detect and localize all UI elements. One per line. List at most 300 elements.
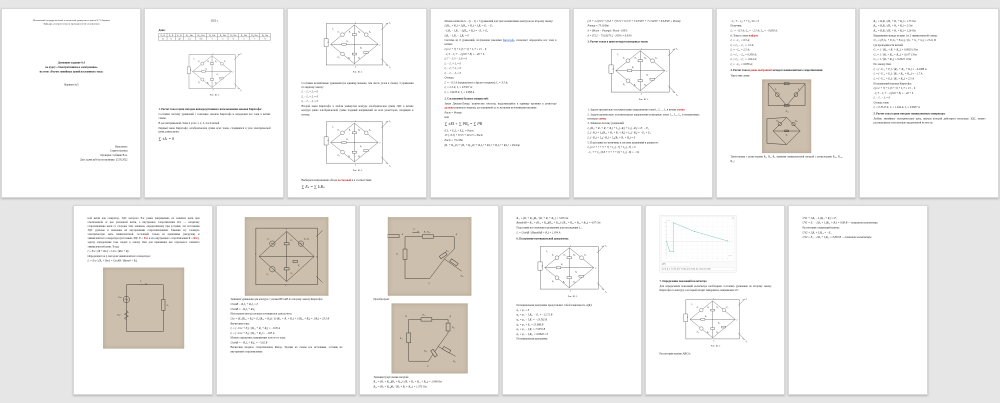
page-content [2,9,140,196]
spacer [87,264,199,266]
equation: UV2 + I₅R₅ + I₂R₀₂ = −E₂ [802,230,831,234]
equation: I₃ − I₄ − I₆ = 0 [301,100,318,104]
document-page-7[interactable] [859,8,999,198]
paragraph: Потенциальная диаграмма представляет собой зависимость φ(R): [516,303,592,307]
handwritten-bridge-photo [244,217,328,296]
spacer [16,26,128,60]
svg-text:R₆: R₆ [358,155,361,158]
svg-text:R₁: R₁ [289,240,293,243]
svg-text:R₆: R₆ [715,331,718,334]
equation: Uвг = (E₂/(R₀₂ + R₂) + E₃/(R₀₃ + R₃)) / (1/(R₀₁ + R₁ + R₄) + 1/(R₀₂ + R₂) + 1/R₃) = 23.5 В [230,317,329,321]
svg-text:I₃: I₃ [745,340,747,343]
text-run: равняться энергии, доставляемой за то же время источниками питания: [453,106,537,110]
svg-text:R₅: R₅ [165,304,168,307]
page-content [431,9,569,196]
paragraph: 5. Подставим все величины в систему уравнений и решим ее: [587,141,659,145]
equation: I₁₁(−R₄) + I₂₂(−R₆) + I₃₃(R₃ + R₄ + R₆) = 0 [587,136,636,140]
equation: I₁ − I₄ + I₅ = 0 [444,62,461,65]
table-value-cell: 0.8 [195,37,207,40]
section-heading: 6. Построение потенциальной диаграммы: [516,237,569,241]
table-value-cell: 7 [249,37,260,40]
document-page-5[interactable] [573,8,713,198]
handwritten-sketch [244,217,328,296]
svg-text:R₄: R₄ [785,134,788,137]
figure-caption: Рис. Б1.5 [352,70,363,74]
annotated-text-run: найдем [748,33,758,37]
chart-settings-icon[interactable]: ⚙ [731,217,734,220]
svg-text:R₅: R₅ [346,40,349,43]
section-heading: 1. Расчет тока в цепи методом непосредственного использования законов Кирхгофа: [158,107,262,111]
svg-text:R₄: R₄ [359,145,363,148]
table-header-cell: R₃, Ом [228,33,239,36]
svg-text:E₁: E₁ [266,238,269,241]
svg-text:3: 3 [354,164,357,167]
table-header-cell: E₁, В [160,33,166,37]
bridge-circuit-figure [679,295,750,343]
equation: UV2 = E₂ − I₅R₅ + I₂R₀₂ = 0.865 В — показания вольтметра [802,235,871,239]
svg-text:1: 1 [569,245,571,248]
svg-text:14: 14 [701,258,703,260]
bridge-circuit-drawing [533,242,610,294]
annotated-text-run: по часовой [337,178,352,182]
equation: I₁ = −0.5 А (направление в другую сторону); I₂ = 3.5 А; [444,81,509,85]
annotated-text-run: Кирхгофа [503,38,515,42]
svg-text:4: 4 [612,68,614,71]
chart-points-label: (0, 0), (1.2, −12.72), (2.6, −13.56), (2.6, 25.09), (11, 13.5), (24, 0.86) [661,268,710,270]
svg-text:4: 4 [189,69,191,72]
svg-text:1: 1 [354,120,357,123]
svg-text:22: 22 [721,258,723,260]
svg-text:I₂: I₂ [240,53,242,56]
equation: I₆ = −I₃₃ = 0.858 А; [730,62,753,66]
svg-text:R₄: R₄ [216,74,219,77]
equation: I₃ = (−U₁₂ + E₃) / (R₃ + R₃₆) = 2.5 А [873,77,914,81]
potential-diagram-chart [659,215,736,272]
table-value-cell: 6 [228,37,239,40]
svg-text:1: 1 [640,48,643,51]
svg-text:R₁₂: R₁₂ [421,314,425,317]
svg-text:E₂: E₂ [725,306,728,309]
equation: δ = (Pист − Pпотр) / Pист · 100% [587,29,628,33]
equation: I₃ = (−Uвг + E₃) / (R₀₃ + R₃) = −1.83 А [230,331,274,335]
svg-text:R₃: R₃ [562,281,565,284]
text-run: ной ветви как генератор, ЭДС которого Eэг равна напряжению на зажимах цепи при отключенной от нее указанной ветви, а внутреннее сопротивление Rэг — входному сопротивлению цепи со стороны этих зажимов, определяемому при условии, что источники ЭДС удалены и заменены их внутренними сопротивлениями. Заменив эту сложную электрическую цепь эквивалентной, состоящей только из приемника (нагрузки) и эквивалентного генератора (источника ЭДС E = [87,216,199,240]
paragraph [731,33,843,37]
svg-text:E₁: E₁ [695,306,698,309]
bridge-circuit-drawing [679,295,750,343]
svg-text:R₁: R₁ [348,31,351,34]
equation: I₁₁ = −0.5 А; I₂₂ = −2.5 А; I₃₃ = −0.858 А. [730,29,778,33]
document-page-9[interactable] [216,205,356,395]
svg-text:2: 2 [232,71,234,74]
svg-text:E₂: E₂ [797,89,800,92]
annotated-text-run: должно [444,106,454,110]
paragraph: Рассмотрим контур АВСА: [659,352,691,356]
given-data-table [159,33,271,40]
equation: I₃R₃ − I₄R₄ − I₆R₆ = 0 [444,33,469,37]
spacer [159,23,271,25]
svg-text:E₃: E₃ [622,83,626,86]
paragraph [588,113,700,121]
equation: I₄ − I₁ − I₅ = 0 [873,96,890,100]
equation: R₃₅ = R₃R₅ / (R₃ + R₅ + R₆) = 1.75 Ом [873,19,916,23]
table-header-cell: R₅, Ом [249,33,260,36]
table-value-cell: 15 [159,37,167,40]
svg-text:10: 10 [690,258,693,260]
bridge-circuit-figure [320,118,395,168]
text-run: Закон Джоуля-Ленца: количество теплоты, выделяющейся в единицу времени в резисторе [444,102,557,106]
text-run: Выбираем направления обхода [301,178,338,182]
page-content [217,206,355,393]
signature-line: Выполнил: [115,145,128,148]
equation: I₄ = I₁₁ − I₃₃ = 0.358 А; [730,53,757,57]
equation: UххАВ − R₂I₂ + R₃I₃ = 0 [230,302,258,306]
svg-text:R₂: R₂ [215,60,217,63]
equation: −I₁₁·5 − I₂₂·7 + I₃₃·20 = 0 [730,19,760,23]
svg-text:E₂: E₂ [223,60,226,63]
equation: G₃ = 1 / (R₃ + R₃₆) = 0.0925 1/Ом [873,57,912,61]
svg-text:4: 4 [327,42,329,45]
document-page-8[interactable] [73,205,213,395]
svg-text:5: 5 [664,238,666,240]
chart-expression-input[interactable] [661,262,691,266]
summation-formula: ∑ ±Iₖ = 0 [158,136,175,141]
paragraph: Для определения показаний вольтметра необходимо составить уравнение по второму закону Кирхгофа по контуру, в который входит измеряемое напряжение Uv: [659,284,771,292]
svg-text:E₂: E₂ [368,129,371,132]
chart-points-input[interactable] [661,267,735,271]
handwritten-sketch [387,217,471,296]
equation: φ₆ = φ₅ − I₂R₀₂ = 0.8628 ≈ 0 [516,332,548,336]
table-value-cell: 5 [217,37,228,40]
handwritten-star-photo [391,303,467,373]
figure-caption: Рис. Б1.5 [638,97,649,101]
paragraph [302,178,414,182]
handwritten-sketch [762,79,811,153]
svg-text:24: 24 [726,258,728,260]
equation: −I₂·5 − I₅·7 − I₆(0.8 + 8) = −40 + 6 [444,52,485,56]
equation: Pист = 73.2 Вт [444,138,463,142]
svg-text:С: С [426,365,429,368]
equation: Pпотр = 73.18 Вт [587,24,609,28]
equation: I₁(1.2 + 7) + I₄(5 + 5) + I₅·7 = 15 − 6 [444,47,487,51]
equation: E₁I₁ + E₂I₂ + E₃I₃ = Pист [444,129,474,133]
spacer [16,87,128,144]
svg-text:R₃₅: R₃₅ [785,110,789,113]
equation: δ = (73.2 − 73.18)/73.2 · 100% = 0.03% [587,33,632,37]
document-page-4[interactable] [430,8,570,198]
svg-text:10: 10 [664,234,666,236]
svg-text:R₃₅: R₃₅ [423,350,427,353]
spacer [16,74,128,82]
svg-text:R₅: R₅ [631,67,635,70]
figure-caption: Рис. Б1.5 [209,93,220,97]
signature-line: Студент группы [109,149,128,153]
document-page-10[interactable] [359,205,499,395]
spacer [588,102,700,107]
paragraph: В рассматриваемой схеме 4 узла: 1, 2, 3, 4 и 6 ветвей [158,121,220,125]
svg-text:R₂₃: R₂₃ [451,326,455,329]
svg-text:R₃: R₃ [206,82,209,85]
figure-caption: Рис. Б1.5 [710,344,720,348]
text-run: Система из 6 уравнений, полученная законами [444,38,504,42]
summation-formula: ∑ ±EI + ∑ I²R₀ = ∑ I²R [444,121,483,126]
svg-text:3: 3 [640,93,643,96]
svg-text:1: 1 [354,22,357,25]
bridge-circuit-drawing [320,19,395,69]
svg-text:I₂: I₂ [676,48,678,51]
svg-text:E₃: E₃ [551,280,554,283]
equation: I₁ = −I₁₁ = 0.5 А; [730,38,750,42]
title-line: на тему «Расчет линейных цепей постоянного тока» [39,70,104,74]
document-page-13[interactable] [788,205,928,395]
equation: I₅ = UххАВ / (RвходАВ + R₅) = 1.954 А [516,230,560,234]
section-heading: 7. Определение показаний вольтметра [659,279,707,283]
annotated-text-run: Rэг [193,236,198,240]
institution-line: Кафедра электротехники и промышленной электроники [43,22,100,26]
document-page-1[interactable] [1,8,141,198]
spacer [516,299,628,302]
svg-text:25: 25 [664,223,666,225]
bridge-circuit-figure [605,45,682,97]
svg-text:I₁: I₁ [331,28,334,31]
signature-line: Проверил: Себякин В.А. [100,153,128,157]
equation: U₁₂ = (E₁G₁ + E₂G₂ + E₃G₃) / (G₁ + G₂ + G₃) = 15.21 В [873,38,936,42]
handwritten-circuits-photo [762,79,811,153]
svg-text:E₃: E₃ [337,57,340,60]
paragraph: Из уравнений законов Кирхгофа: [873,81,912,85]
svg-text:R₅₆: R₅₆ [445,250,449,253]
table-value-cell: 7 [207,37,218,40]
svg-text:16: 16 [706,258,708,260]
paragraph: Треугольник с резисторами R₃, R₅, R₆ заменим эквивалентной звездой с резисторами R₃₅, R₃₆, R₅₆: [730,155,843,163]
svg-text:E₂: E₂ [368,31,371,34]
equation: R₂₃ = (R₂ + R₀₂)R₃ / (R₂ + R₃ + R₀₂) = 1.373 Ом [373,385,427,389]
page-content [717,9,855,196]
equation: G₁ = 1 / (R₀₁ + R₁ + R₃₅) = 0.0920 1/Ом [873,48,918,52]
paragraph [87,216,199,248]
table-value-cell: 6 [167,37,175,40]
equation: I₁₁(−R₅) + I₂₂(R₀₂ + R₂ + R₅ + R₆) + I₃₃(−R₆) = −E₂ + E₃ [587,131,651,135]
svg-text:I₃: I₃ [676,94,678,97]
svg-text:3: 3 [569,290,571,293]
document-page-3[interactable] [287,8,427,198]
section-heading: 5. Расчет тока в цепи методом эквивалентного генератора: [873,112,946,116]
svg-text:2: 2 [735,319,737,322]
svg-text:2: 2 [666,70,668,73]
svg-text:-10: -10 [663,249,666,251]
page-content [503,206,641,393]
svg-text:R₁: R₁ [706,306,709,309]
svg-text:2: 2 [670,258,672,260]
bridge-circuit-figure [320,19,395,69]
svg-text:20: 20 [664,226,666,228]
paragraph: 3. Запишем систему уравнений: [587,121,625,125]
document-page-12[interactable] [645,205,785,395]
svg-text:E₁: E₁ [198,60,200,63]
svg-text:R₂: R₂ [572,254,575,257]
spacer [659,349,771,351]
svg-text:I₃: I₃ [389,165,391,168]
equation: I₂ = (−Uвг + E₂) / (R₀₂ + R₂ + R₆) = −0.05 А [230,326,280,330]
annotated-text-run: ранее выбранной [750,69,772,72]
document-page-2[interactable] [144,8,284,198]
page-content [74,206,212,393]
paragraph: Рассмотрим следующий контур: [802,226,840,230]
equation: I₅ = I₂₂ − I₁₁ = 1.944 А; [730,57,757,61]
annotated-text-run: схемы [677,108,685,112]
svg-text:R₅: R₅ [560,264,563,267]
svg-text:E₁: E₁ [774,89,777,92]
table-value-cell: 1.2 [184,37,196,40]
svg-text:12: 12 [696,258,698,260]
paragraph [588,108,700,112]
bridge-circuit-drawing [605,45,682,97]
svg-text:R₅: R₅ [346,139,349,142]
paragraph: Заменим треугольник звездой: [373,375,409,379]
spacer [159,42,271,50]
page-row-top [0,0,1000,198]
equation: R₃₆ = R₃R₆ / (R₃ + R₅ + R₆) = 2 Ом [873,24,913,28]
paragraph [445,102,557,110]
svg-text:E₃: E₃ [198,81,200,84]
svg-text:E₃: E₃ [695,331,698,334]
section-heading: 3. Расчет токов в цепи методом контурных токов: [587,40,649,44]
title-line: Домашнее задание №1 [57,61,86,64]
document-page-6[interactable] [716,8,856,198]
svg-text:3: 3 [712,340,714,343]
equation: I₁(R₀₁ + R₁) + I₄(R₀₄ + R₄) + I₅R₅ = E₁ − E₂ [444,24,493,28]
equation: UV1 + I₅R₅ − I₁(R₀₁ + R₁) = E₁ [802,216,837,220]
svg-text:R₂: R₂ [644,57,647,60]
equation: I₁(1.2 + 7) + I₄(5 + 5) + I₅·7 = 15 − 6 [873,86,916,90]
paragraph: Используем метод узловых потенциалов для расчета: [230,312,292,316]
svg-text:В: В [400,233,403,236]
paragraph: Упростим схему: [730,74,751,78]
page-content [360,206,498,393]
equation: I₂ − I₅ + I₆ = 0 [444,66,461,70]
svg-text:4: 4 [540,265,543,268]
paragraph: Первый закон Кирхгофа: алгебраическая сумма всех токов, сходящихся в узле электрической цепи, равна нулю: [158,126,271,134]
svg-text:R₃: R₃ [706,331,709,334]
figure-caption: Рис. Б1.5 [567,294,577,298]
document-page-11[interactable] [502,205,642,395]
svg-text:I₃: I₃ [389,67,391,70]
svg-text:R₃₆: R₃₆ [776,120,780,123]
svg-text:I₃: I₃ [604,291,607,294]
svg-text:I₁: I₁ [545,251,548,254]
chart-plot-area[interactable] [661,217,735,261]
equation: R₁₃ = (R₁ + R₀₁)R₃ / (R₁ + R₃ + R₀₁) = 5.83 Ом [516,216,568,220]
svg-text:18: 18 [711,258,713,260]
equation: I₁ − I₄ + I₅ = 0 [301,90,318,94]
page-content [646,206,784,393]
svg-text:3: 3 [354,66,357,69]
equation: I₂ − I₅ + I₆ = 0 [301,95,318,99]
svg-text:8: 8 [686,258,687,260]
potential-diagram-plot [661,217,734,261]
table-header-cell: E₂, В [168,33,174,37]
equation: I₅ = 1.9478 А; I₆ = 0.858 А [444,90,475,94]
svg-text:0: 0 [664,241,666,243]
paragraph: Подставим все значения в уравнение для нахождения I₅: [516,226,581,230]
spacer [659,272,771,276]
svg-text:R₅₆: R₅₆ [452,360,456,363]
svg-text:В: В [315,256,317,259]
svg-text:I₂: I₂ [389,120,391,123]
equation: RвходАВ = R₁₂ + (R₁₃ + R₃₅)(R₂₃ + R₅₆) / (R₁₃ + R₃₅ + R₂₃ + R₅₆) = 4.07 Ом [516,221,600,225]
bridge-circuit-drawing [184,51,246,92]
svg-text:Eэг: Eэг [117,296,121,299]
svg-text:R₅: R₅ [205,68,207,71]
equation: R₅₆ = R₅R₆ / (R₃ + R₅ + R₆) = 1.28 Ом [873,29,916,33]
table-header-cell: R₄, Ом [239,33,250,36]
equation: −I₂·5 − I₅·7 − I₆(0.8 + 8) = −40 + 6 [873,91,914,95]
svg-text:I₂: I₂ [745,298,747,301]
paragraph: Определим ток I₅ методом эквивалентного генератора: [87,254,151,258]
table-value-cell: 5 [239,37,250,40]
table-header-cell: R₀₂, Ом [195,33,207,36]
paragraph: или [444,115,449,119]
bridge-circuit-figure [533,242,610,294]
svg-text:I₃: I₃ [240,90,242,93]
equation: φ₅ = φ₄ − I₂R₂ = 7.5055 В [516,327,545,331]
svg-text:I₁: I₁ [193,58,195,61]
page-content [288,9,426,196]
section-heading: Дано: [158,28,166,32]
svg-text:R₂: R₂ [715,306,718,309]
equation: −I₂R₂ − I₅R₅ − I₆(R₀₆ + R₆) = −E₂ + E₃ [444,29,488,33]
handwritten-generator-photo [102,267,183,348]
table-header-cell: R₂, Ом [217,33,228,36]
paragraph: Вычислим входное сопротивление Rвход. Удалим из схемы все источники, оставив их внутренние сопротивления: [230,345,342,353]
svg-text:R₁₃: R₁₃ [399,337,403,340]
paragraph: Вычислим токи: [230,321,249,325]
svg-text:1: 1 [712,298,714,301]
svg-text:С: С [284,284,287,287]
svg-text:R₃: R₃ [348,57,351,60]
equation: I₃ = −I₂₂ = 2.5 А; [730,48,750,52]
equation: 15·(−0.5) + 6·3.5 + 40·2.5 = Pист [444,133,483,137]
title-line: 2022 г. [210,19,219,23]
table-value-cell: 40 [175,37,183,40]
spacer [302,75,414,80]
paragraph: По закону Ома: [873,62,892,66]
bridge-circuit-figure [184,51,246,92]
equation: I₄ = 0.3547 А; I₅ = 1.944 А; I₆ = 0.8567 А [873,105,920,109]
summation-formula: ∑ Eₖ = ∑ IₖRₖ [301,184,325,190]
title-line: по курсу «Электротехника и электроника» [45,65,98,69]
svg-text:R₂+R₀₂: R₂+R₀₂ [423,231,430,234]
svg-text:4: 4 [676,258,677,260]
svg-text:R₄: R₄ [646,74,649,77]
svg-text:4: 4 [327,140,329,143]
svg-text:R₁: R₁ [562,254,566,257]
page-content [574,9,712,196]
text-run: 6. Токи в схеме [730,33,749,37]
text-run: методом эквивалентного сопротивления: [771,69,823,72]
equation: G₂ = 1 / (R₂ + R₀₂ + R₅₆) = 0.107 1/Ом [873,53,917,57]
text-run: : [757,33,759,37]
svg-text:I₁: I₁ [690,304,693,307]
bridge-circuit-drawing [320,118,395,168]
equation: I₂ = (−U₁₂ + E₂) / (R₂ + R₀₂ + R₅₆) = −1.7 А [873,72,923,76]
paragraph: Можно определить напряжение холостого хода: [230,336,286,340]
table-header-cell: R₆, Ом [260,33,271,36]
svg-text:E₃: E₃ [265,274,268,277]
svg-text:Rэг: Rэг [116,314,120,317]
svg-text:6: 6 [681,258,682,260]
paragraph [445,38,557,46]
